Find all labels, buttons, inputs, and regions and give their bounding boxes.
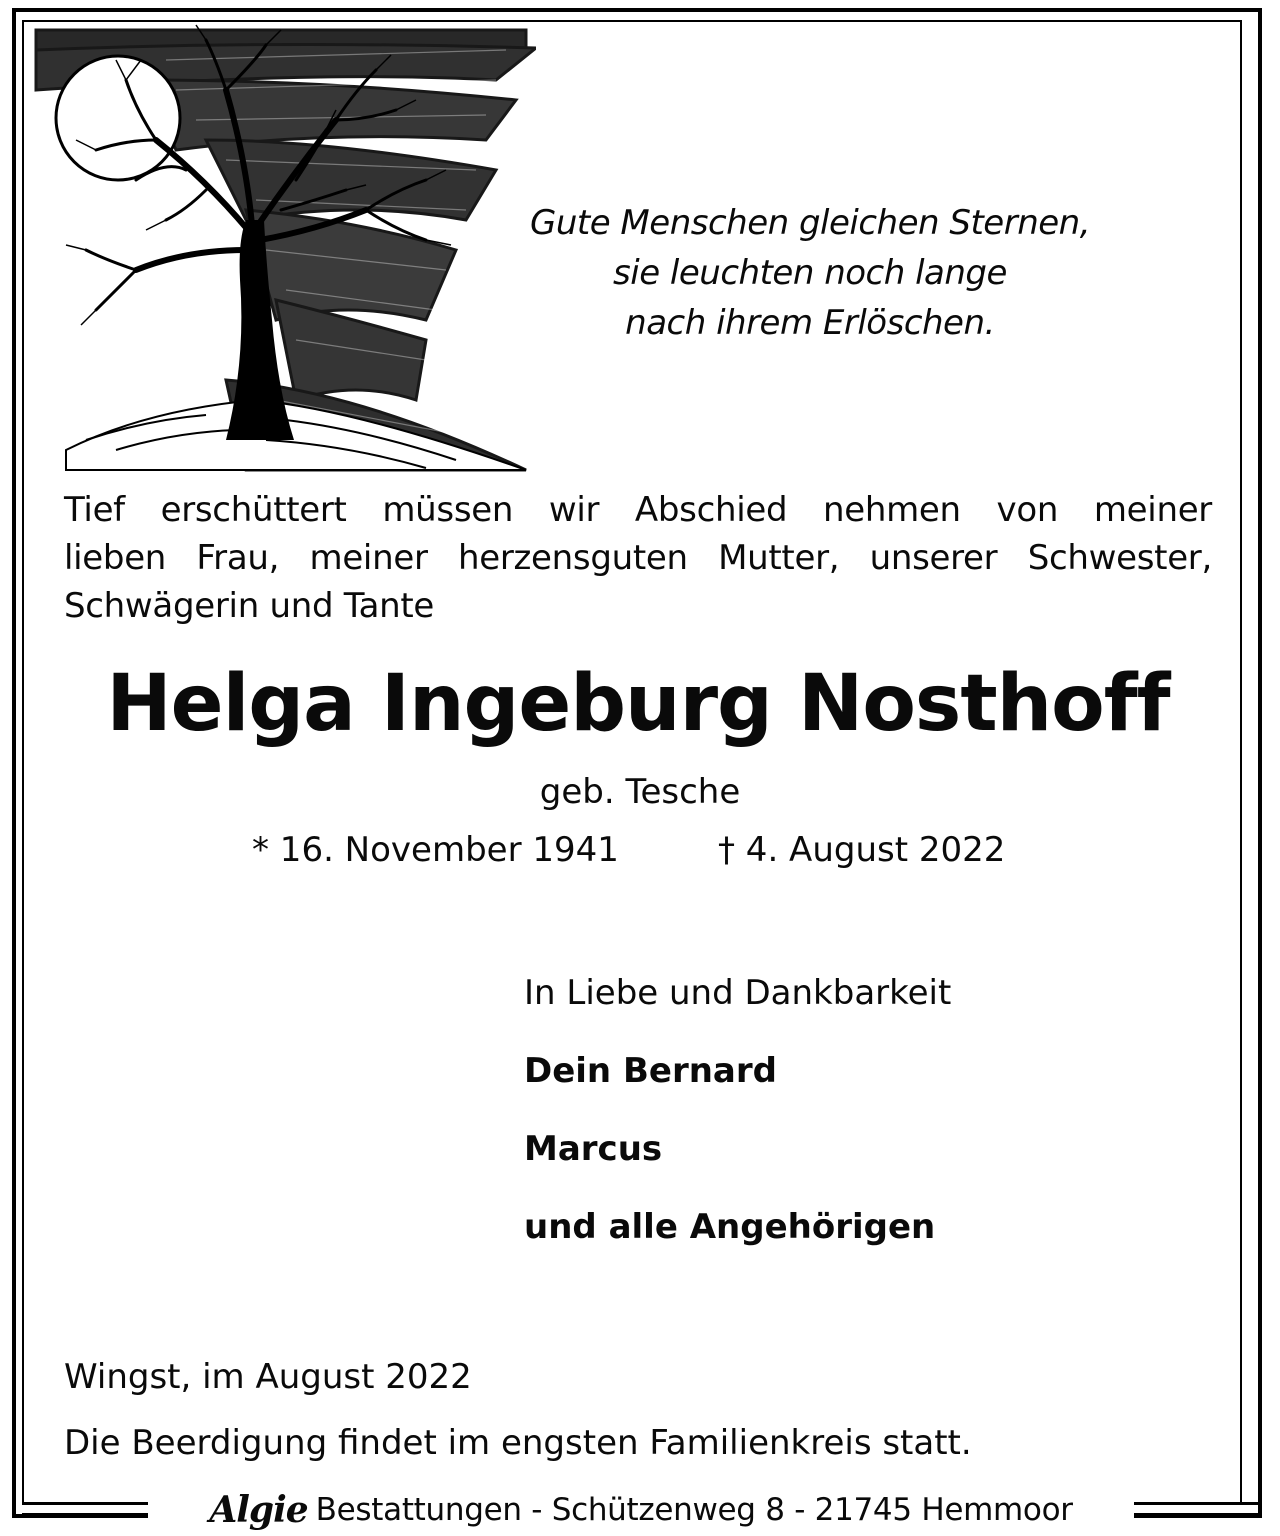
signoff: In Liebe und Dankbarkeit xyxy=(524,973,952,1013)
mourner-name: und alle Angehörigen xyxy=(524,1207,936,1247)
place-date: Wingst, im August 2022 xyxy=(64,1357,472,1397)
undertaker-address: Bestattungen - Schützenweg 8 - 21745 Hemmoor xyxy=(315,1492,1073,1528)
birth-date: * 16. November 1941 xyxy=(252,830,619,870)
footer-rule-right xyxy=(1118,1502,1262,1516)
funeral-note: Die Beerdigung findet im engsten Familienkreis statt. xyxy=(64,1423,972,1463)
quote-line: nach ihrem Erlöschen. xyxy=(625,303,995,343)
deceased-name: Helga Ingeburg Nosthoff xyxy=(106,659,1170,749)
undertaker-footer xyxy=(148,1484,1134,1536)
quote-block xyxy=(500,198,1120,348)
intro-line: lieben Frau, meiner herzensguten Mutter, unserer Schwester, xyxy=(64,538,1212,578)
mourner-name: Dein Bernard xyxy=(524,1051,777,1091)
mourner-name: Marcus xyxy=(524,1129,663,1169)
maiden-name: geb. Tesche xyxy=(539,772,741,812)
undertaker-logo: Algie xyxy=(209,1489,308,1531)
intro-text xyxy=(64,486,1212,630)
quote-line: sie leuchten noch lange xyxy=(613,253,1007,293)
intro-line: Tief erschüttert müssen wir Abschied nehmen von meiner xyxy=(64,490,1212,530)
death-date: † 4. August 2022 xyxy=(718,830,1006,870)
quote-line: Gute Menschen gleichen Sternen, xyxy=(529,203,1091,243)
footer-rule-left xyxy=(22,1502,162,1516)
intro-line: Schwägerin und Tante xyxy=(64,586,435,626)
